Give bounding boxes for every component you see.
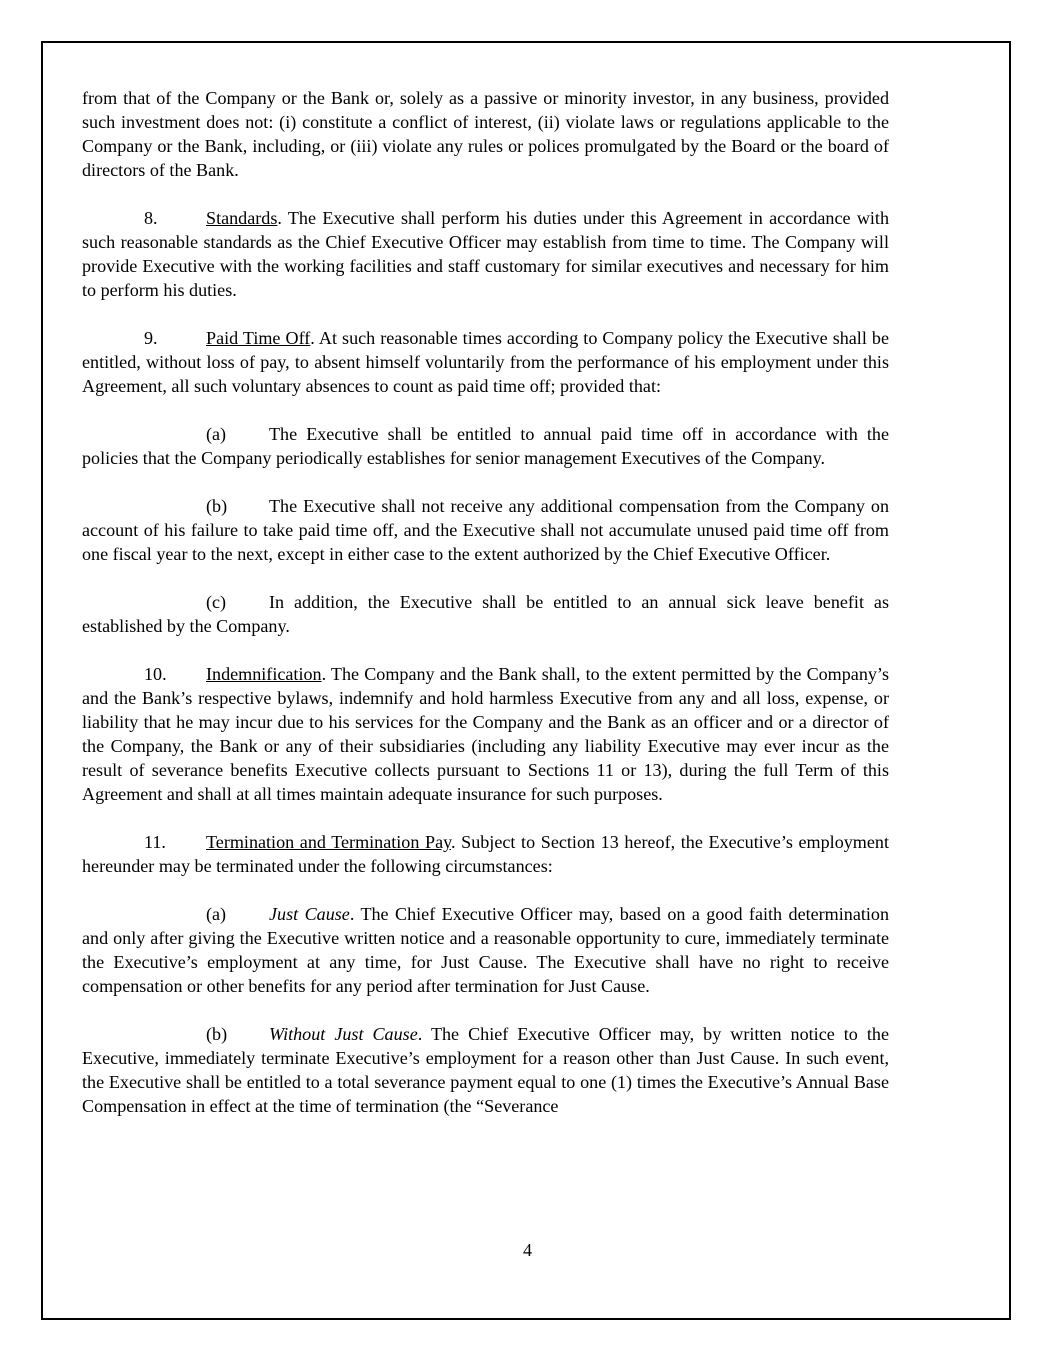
section-heading: Termination and Termination Pay	[206, 832, 451, 852]
subsection-title: Just Cause	[269, 904, 350, 924]
subsection-9b	[82, 494, 889, 566]
subsection-label: (b)	[206, 1024, 228, 1044]
subsection-title: Without Just Cause	[269, 1024, 418, 1044]
section-10-indemnification	[82, 662, 889, 806]
section-text: . Subject to Section 13 hereof, the Executive’s employment hereunder may be terminated under the following circumstances:	[82, 832, 889, 876]
subsection-label: (b)	[206, 496, 228, 516]
subsection-11a-just-cause	[82, 902, 889, 998]
section-heading: Indemnification	[206, 664, 322, 684]
subsection-text: . The Chief Executive Officer may, based on a good faith determination and only after giving the Executive written notice and a reasonable opportunity to cure, immediately terminate the Executive’s employment at any time, for Just Cause. The Executive shall have no right to receive compensation or other benefits for any period after termination for Just Cause.	[82, 904, 890, 996]
section-heading: Paid Time Off	[206, 328, 311, 348]
section-text: . The Company and the Bank shall, to the extent permitted by the Company’s and the Bank’s respective bylaws, indemnify and hold harmless Executive from any and all loss, expense, or liability that he may incur due to his services for the Company and the Bank as an officer and or a director of the Company, the Bank or any of their subsidiaries (including any liability Executive may ever incur as the result of severance benefits Executive collects pursuant to Sections 11 or 13), during the full Term of this Agreement and shall at all times maintain adequate insurance for such purposes.	[82, 664, 889, 804]
subsection-11b-without-just-cause	[82, 1022, 889, 1118]
section-number: 11.	[144, 832, 166, 852]
section-11-termination	[82, 830, 889, 878]
subsection-9c	[82, 590, 889, 638]
section-9-paid-time-off	[82, 326, 889, 398]
subsection-text: The Executive shall be entitled to annual paid time off in accordance with the policies that the Company periodically establishes for senior management Executives of the Company.	[82, 424, 889, 468]
page-number: 4	[522, 1240, 533, 1260]
subsection-label: (a)	[206, 424, 227, 444]
paragraph-text: from that of the Company or the Bank or, solely as a passive or minority investor, in any business, provided such investment does not: (i) constitute a conflict of interest, (ii) violate laws or regulations applicable to the Company or the Bank, including, or (iii) violate any rules or polices promulgated by the Board or the board of directors of the Bank.	[82, 88, 889, 180]
subsection-label: (c)	[206, 592, 227, 612]
subsection-text: . The Chief Executive Officer may, by written notice to the Executive, immediately terminate Executive’s employment for a reason other than Just Cause. In such event, the Executive shall be entitled to a total severance payment equal to one (1) times the Executive’s Annual Base Compensation in effect at the time of termination (the “Severance	[82, 1024, 889, 1116]
paragraph-continuation	[82, 86, 889, 182]
subsection-9a	[82, 422, 889, 470]
section-text: . At such reasonable times according to Company policy the Executive shall be entitled, without loss of pay, to absent himself voluntarily from the performance of his employment under this Agreement, all such voluntary absences to count as paid time off; provided that:	[82, 328, 889, 396]
section-text: . The Executive shall perform his duties under this Agreement in accordance with such reasonable standards as the Chief Executive Officer may establish from time to time. The Company will provide Executive with the working facilities and staff customary for similar executives and necessary for him to perform his duties.	[82, 208, 889, 300]
section-8-standards	[82, 206, 889, 302]
subsection-text: In addition, the Executive shall be entitled to an annual sick leave benefit as established by the Company.	[82, 592, 889, 636]
section-heading: Standards	[206, 208, 278, 228]
section-number: 10.	[144, 664, 167, 684]
section-number: 9.	[144, 328, 158, 348]
subsection-text: The Executive shall not receive any additional compensation from the Company on account of his failure to take paid time off, and the Executive shall not accumulate unused paid time off from one fiscal year to the next, except in either case to the extent authorized by the Chief Executive Officer.	[82, 496, 889, 564]
section-number: 8.	[144, 208, 158, 228]
document-body	[82, 86, 889, 1142]
subsection-label: (a)	[206, 904, 227, 924]
